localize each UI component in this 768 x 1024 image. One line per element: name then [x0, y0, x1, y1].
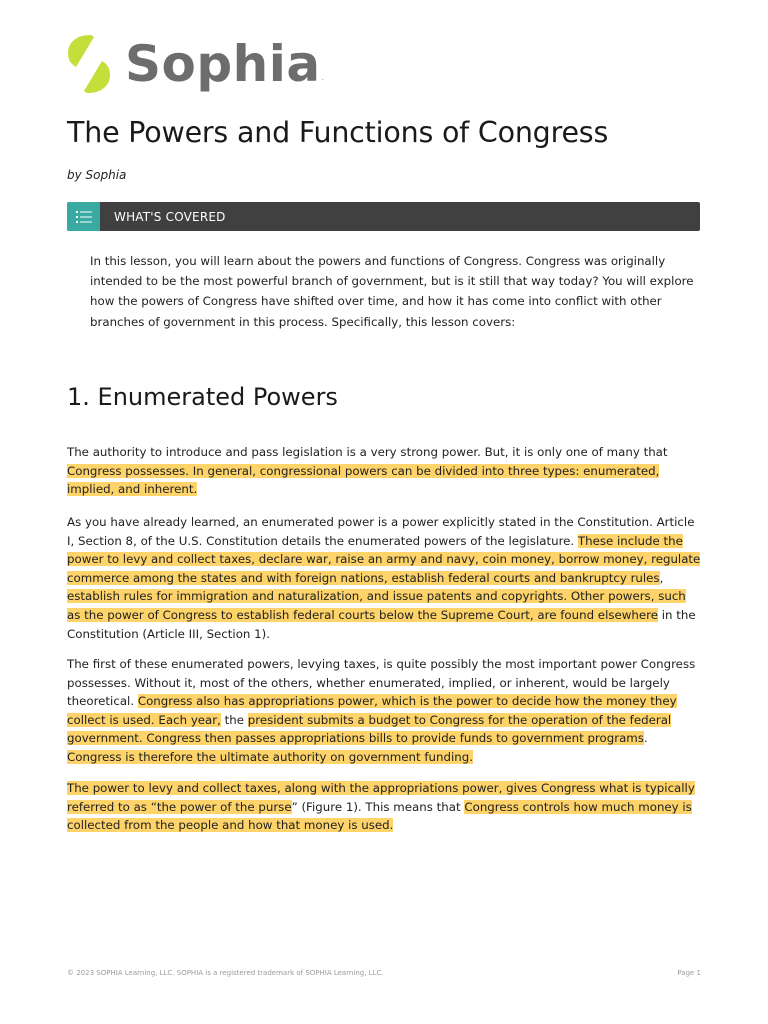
- sophia-logo: [66, 33, 324, 95]
- text-run: ” (Figure 1). This means that: [291, 799, 465, 814]
- page-number: Page 1: [677, 969, 701, 977]
- highlighted-text: president submits a budget to Congress for the operation of the federal government. Congress then passes appropriations bills to provide funds to government programs: [67, 712, 672, 746]
- lesson-intro: In this lesson, you will learn about the powers and functions of Congress. Congress was originally intended to be the most powerful branch of government, but is it still that way today? You will explore how the powers of Congress have shifted over time, and how it has come into conflict with other branches of government in this process. Specifically, this lesson covers:: [90, 254, 694, 329]
- whats-covered-label: WHAT'S COVERED: [114, 209, 226, 224]
- list-icon: [67, 202, 100, 231]
- highlighted-text: The power to levy and collect taxes, along with the appropriations power, gives Congress what is typically referred to as “the power of the purse: [67, 781, 695, 814]
- highlighted-text: Congress also has appropriations power, which is the power to decide how the money they collect is used. Each year,: [67, 694, 677, 727]
- text-run: As you have already learned, an enumerated power is a power explicitly stated in the Constitution. Article I, Section 8, of the U.S. Constitution details the enumerated powers of the legislature.: [67, 515, 695, 548]
- text-run: .: [643, 731, 648, 746]
- paragraph-power-of-the-purse: [67, 779, 701, 835]
- text-run: in the Constitution (Article III, Section 1).: [67, 607, 696, 641]
- text-run: the: [220, 712, 248, 727]
- whats-covered-bar: [67, 202, 700, 231]
- footer-copyright: © 2023 SOPHIA Learning, LLC. SOPHIA is a registered trademark of SOPHIA Learning, LLC.: [67, 969, 384, 977]
- sophia-logo-wordmark: Sophia.: [125, 35, 325, 93]
- highlighted-text: Congress is therefore the ultimate authority on government funding.: [67, 749, 473, 764]
- byline: by Sophia: [67, 168, 127, 182]
- paragraph-enumerated-powers: [67, 513, 701, 643]
- paragraph-types-of-powers: [67, 443, 701, 499]
- section-heading: 1. Enumerated Powers: [67, 383, 338, 411]
- highlighted-text: Congress possesses. In general, congressional powers can be divided into three types: enumerated, implied, and inherent.: [67, 463, 660, 497]
- text-run: The authority to introduce and pass legislation is a very strong power. But, it is only one of many that: [67, 445, 668, 459]
- text-run: ,: [659, 570, 664, 585]
- paragraph-levying-taxes: [67, 655, 701, 767]
- page-title: The Powers and Functions of Congress: [67, 116, 609, 149]
- highlighted-text: Congress controls how much money is collected from the people and how that money is used.: [67, 799, 692, 833]
- highlighted-text: These include the power to levy and collect taxes, declare war, raise an army and navy, coin money, borrow money, regulate commerce among the states and with foreign nations, establish federal courts and bankruptcy rules: [67, 533, 701, 585]
- highlighted-text: establish rules for immigration and naturalization, and issue patents and copyrights. Other powers, such as the power of Congress to establish federal courts below the Supreme Court, are found elsewhere: [67, 589, 686, 622]
- text-run: The first of these enumerated powers, levying taxes, is quite possibly the most important power Congress possesses. Without it, most of the others, whether enumerated, implied, or inherent, would be largely theoretical.: [67, 657, 696, 709]
- sophia-logo-mark-icon: [66, 33, 112, 95]
